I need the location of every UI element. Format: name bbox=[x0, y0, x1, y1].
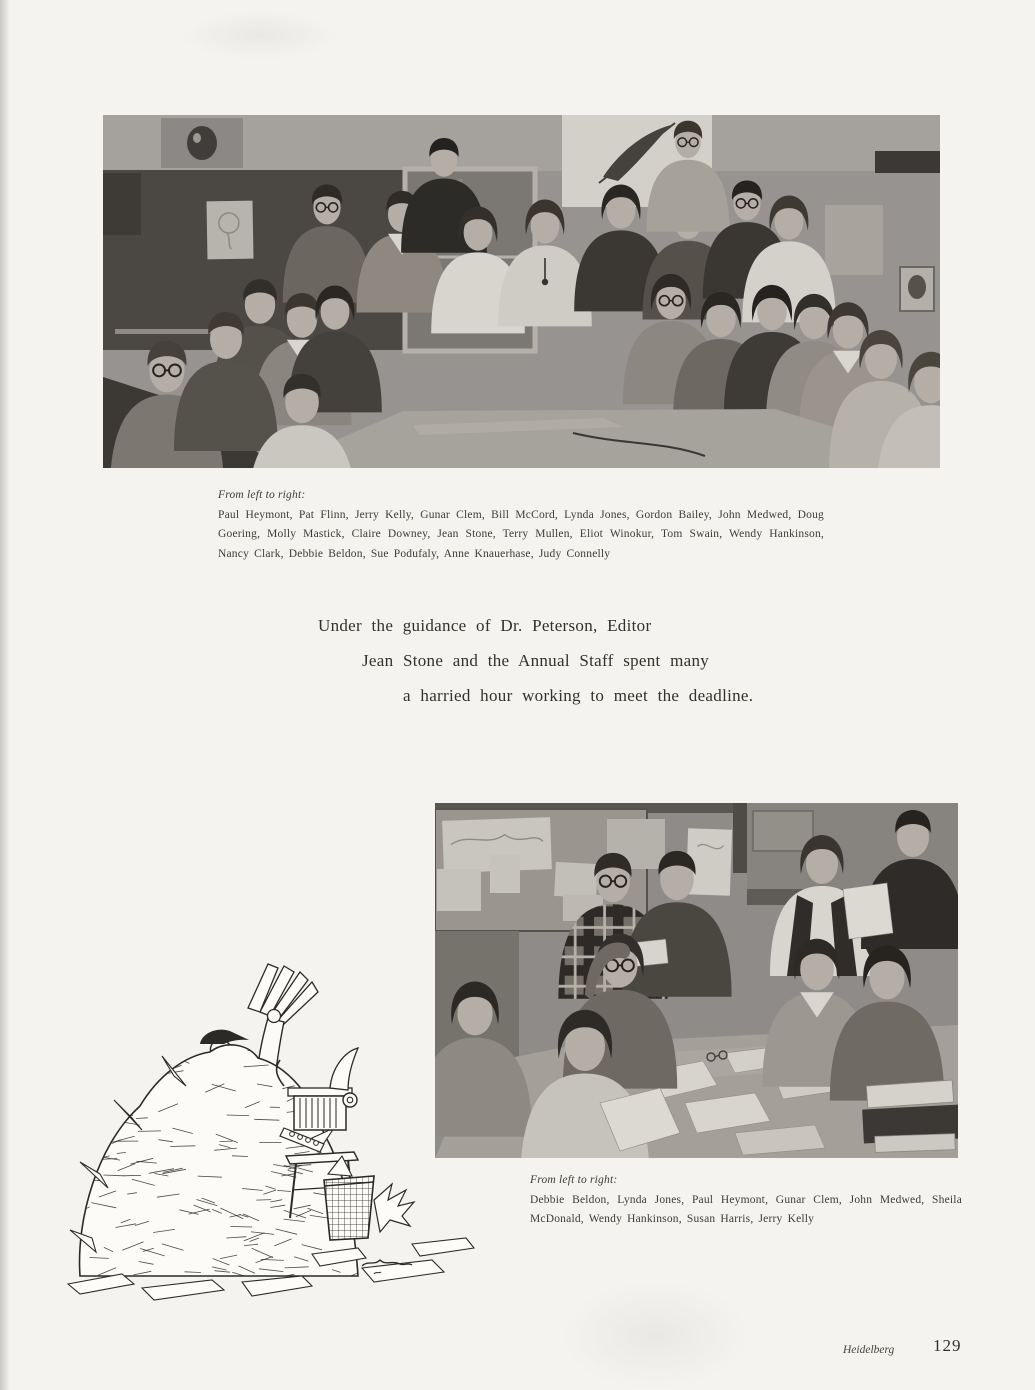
scan-edge-shadow bbox=[0, 0, 10, 1390]
bottom-photo-art bbox=[435, 803, 958, 1158]
footer-book-title: Heidelberg bbox=[843, 1344, 895, 1356]
cartoon-art bbox=[62, 948, 482, 1303]
page-smudge bbox=[560, 1280, 750, 1390]
caption-names: Debbie Beldon, Lynda Jones, Paul Heymont, Gunar Clem, John Medwed, Sheila McDonald, Wendy Hankinson, Susan Harris, Jerry Kelly bbox=[530, 1193, 962, 1225]
bottom-photo bbox=[435, 803, 958, 1158]
page-smudge-top bbox=[180, 10, 340, 60]
top-photo-caption bbox=[218, 486, 824, 564]
caption-intro: From left to right: bbox=[218, 489, 306, 501]
body-text-line-2: Jean Stone and the Annual Staff spent many bbox=[362, 651, 710, 670]
top-photo-art bbox=[103, 115, 940, 468]
footer-page-number: 129 bbox=[933, 1336, 962, 1355]
book-stack bbox=[862, 1080, 958, 1152]
caption-names: Paul Heymont, Pat Flinn, Jerry Kelly, Gunar Clem, Bill McCord, Lynda Jones, Gordon Bailey, John Medwed, Doug Goering, Molly Mastick, Claire Downey, Jean Stone, Terry Mullen, Eliot Winokur, Tom Swain, Wendy Hankinson, Nancy Clark, Debbie Beldon, Sue Podufaly, Anne Knauerhase, Judy Connelly bbox=[218, 508, 824, 560]
raised-papers bbox=[248, 964, 318, 1024]
small-portrait bbox=[900, 267, 934, 311]
wastebasket bbox=[324, 1156, 414, 1240]
caption-intro: From left to right: bbox=[530, 1174, 618, 1186]
top-photo bbox=[103, 115, 940, 468]
poster-topleft bbox=[161, 118, 243, 168]
bottom-photo-caption bbox=[530, 1171, 962, 1230]
body-text-line-3: a harried hour working to meet the deadline. bbox=[403, 686, 754, 705]
editor-buried-in-papers-cartoon bbox=[62, 948, 482, 1303]
body-text-line-1: Under the guidance of Dr. Peterson, Editor bbox=[318, 616, 652, 635]
sketch-poster bbox=[206, 201, 253, 260]
